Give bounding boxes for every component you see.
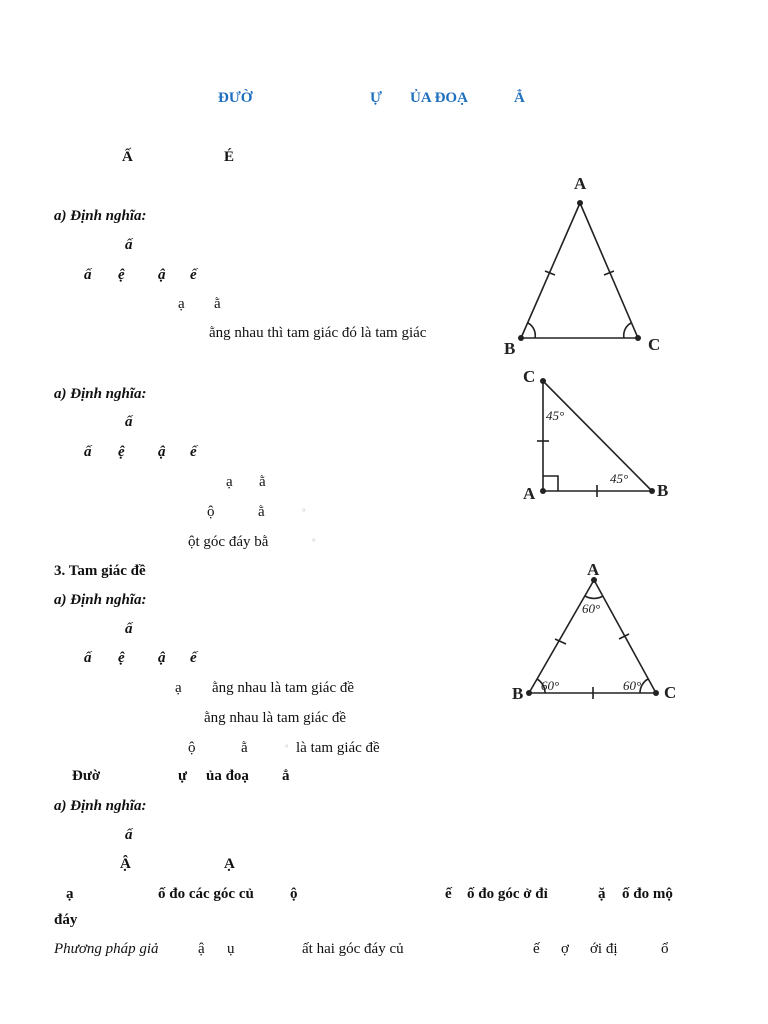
section1-heading-part-2: É (224, 149, 235, 165)
vertex-a (540, 488, 546, 494)
section2-fragment: ấ (125, 414, 133, 430)
right-isosceles-triangle-figure (515, 363, 680, 508)
section3-line: là tam giác đề (296, 740, 380, 756)
title-part-1: ĐƯỜ (218, 90, 253, 106)
section1-heading-part-1: Ấ (122, 149, 133, 165)
vertex-c (653, 690, 659, 696)
section4-bold-fragment: ặ (598, 886, 606, 902)
section4-heading-part-3: ủa đoạ (206, 768, 249, 784)
section4-subheading-part-1: Ậ (120, 856, 131, 872)
side-ac (580, 203, 638, 338)
section4-method-fragment: ất hai góc đáy củ (302, 941, 404, 957)
vertex-label-a: A (574, 174, 587, 193)
right-angle-mark (543, 476, 558, 491)
section1-fragment: ấ (125, 237, 133, 253)
section3-heading: 3. Tam giác đề (54, 563, 146, 579)
side-ab (529, 580, 594, 693)
angle-label-c: 45° (546, 408, 565, 423)
vertex-label-b: B (657, 481, 669, 500)
section3-fragment: ộ (188, 740, 196, 756)
section1-fragment: ạ (178, 296, 185, 312)
vertex-label-a: A (523, 484, 536, 503)
vertex-a (577, 200, 583, 206)
vertex-label-c: C (664, 683, 677, 702)
section4-method-fragment: ế (533, 941, 540, 957)
section4-bold-fragment: ố đo góc ở đỉ (467, 886, 548, 902)
section4-method-fragment: ụ (227, 941, 235, 957)
section3-definition-label: a) Định nghĩa: (54, 592, 147, 608)
section3-fragment: ế (190, 650, 197, 666)
section3-fragment: ệ (118, 650, 125, 666)
title-part-4: Ẳ (514, 90, 525, 106)
section3-fragment: ằ (241, 740, 248, 756)
section1-definition-label: a) Định nghĩa: (54, 208, 147, 224)
angle-label-b: 45° (610, 471, 629, 486)
section2-fragment: ậ (158, 444, 166, 460)
vertex-label-c: C (523, 367, 536, 386)
vertex-b (649, 488, 655, 494)
section3-fragment: ấ (84, 650, 92, 666)
section1-fragment: ằ (214, 296, 221, 312)
section3-line: ằng nhau là tam giác đề (212, 680, 355, 696)
section2-fragment: ệ (118, 444, 125, 460)
method-label: Phương pháp giả (54, 941, 159, 957)
section4-bold-fragment: ố đo các góc củ (158, 886, 254, 902)
section4-fragment: ấ (125, 827, 133, 843)
equilateral-triangle-figure (505, 558, 685, 708)
angle-label-c: 60° (623, 678, 642, 693)
section1-line-end: ằng nhau thì tam giác đó là tam giác (209, 325, 427, 341)
side-bc (543, 381, 652, 491)
section4-bold-fragment: ộ (290, 886, 298, 902)
vertex-c (540, 378, 546, 384)
angle-arc-b (528, 323, 535, 338)
degree-mark: ° (312, 537, 316, 547)
section1-fragment: ậ (158, 267, 166, 283)
section4-method-fragment: ới đị (590, 941, 618, 957)
section3-fragment: ấ (125, 621, 133, 637)
section3-fragment: ậ (158, 650, 166, 666)
vertex-label-a: A (587, 560, 600, 579)
section4-bold-fragment: ế (445, 886, 452, 902)
section4-method-fragment: ậ (198, 941, 205, 957)
side-ab (521, 203, 580, 338)
section4-method-fragment: ổ (661, 941, 669, 957)
angle-label-a: 60° (582, 601, 601, 616)
vertex-label-b: B (504, 339, 516, 358)
section1-fragment: ế (190, 267, 197, 283)
section4-heading-part-4: ẳ (282, 768, 290, 784)
title-part-2: Ự (370, 90, 382, 106)
section2-fragment: ấ (84, 444, 92, 460)
vertex-label-b: B (512, 684, 524, 703)
angle-arc-c (624, 323, 631, 338)
degree-mark: ° (285, 743, 289, 753)
section4-bold-fragment: ạ (66, 886, 74, 902)
vertex-b (526, 690, 532, 696)
isosceles-triangle-figure (500, 170, 670, 360)
angle-label-b: 60° (541, 678, 560, 693)
vertex-b (518, 335, 524, 341)
section2-fragment: ằ (258, 504, 265, 520)
section4-method-fragment: ợ (561, 941, 569, 957)
angle-arc-a (585, 596, 603, 598)
section4-definition-label: a) Định nghĩa: (54, 798, 147, 814)
section4-heading-part-1: Đườ (72, 768, 101, 784)
section2-fragment: ế (190, 444, 197, 460)
section4-bold-fragment: ố đo mộ (622, 886, 673, 902)
section2-definition-label: a) Định nghĩa: (54, 386, 147, 402)
section2-line-end: ột góc đáy bằ (188, 534, 269, 550)
section2-fragment: ạ (226, 474, 233, 490)
vertex-c (635, 335, 641, 341)
section4-heading-part-2: ự (178, 768, 188, 784)
section1-fragment: ệ (118, 267, 125, 283)
title-part-3: ỦA ĐOẠ (410, 90, 468, 106)
section2-fragment: ằ (259, 474, 266, 490)
degree-mark: ° (302, 507, 306, 517)
section4-subheading-part-2: Ạ (224, 856, 235, 872)
section1-fragment: ấ (84, 267, 92, 283)
section3-line: ằng nhau là tam giác đề (204, 710, 347, 726)
section3-fragment: ạ (175, 680, 182, 696)
section2-fragment: ộ (207, 504, 215, 520)
vertex-label-c: C (648, 335, 661, 354)
section4-bold-line-end: đáy (54, 912, 78, 928)
